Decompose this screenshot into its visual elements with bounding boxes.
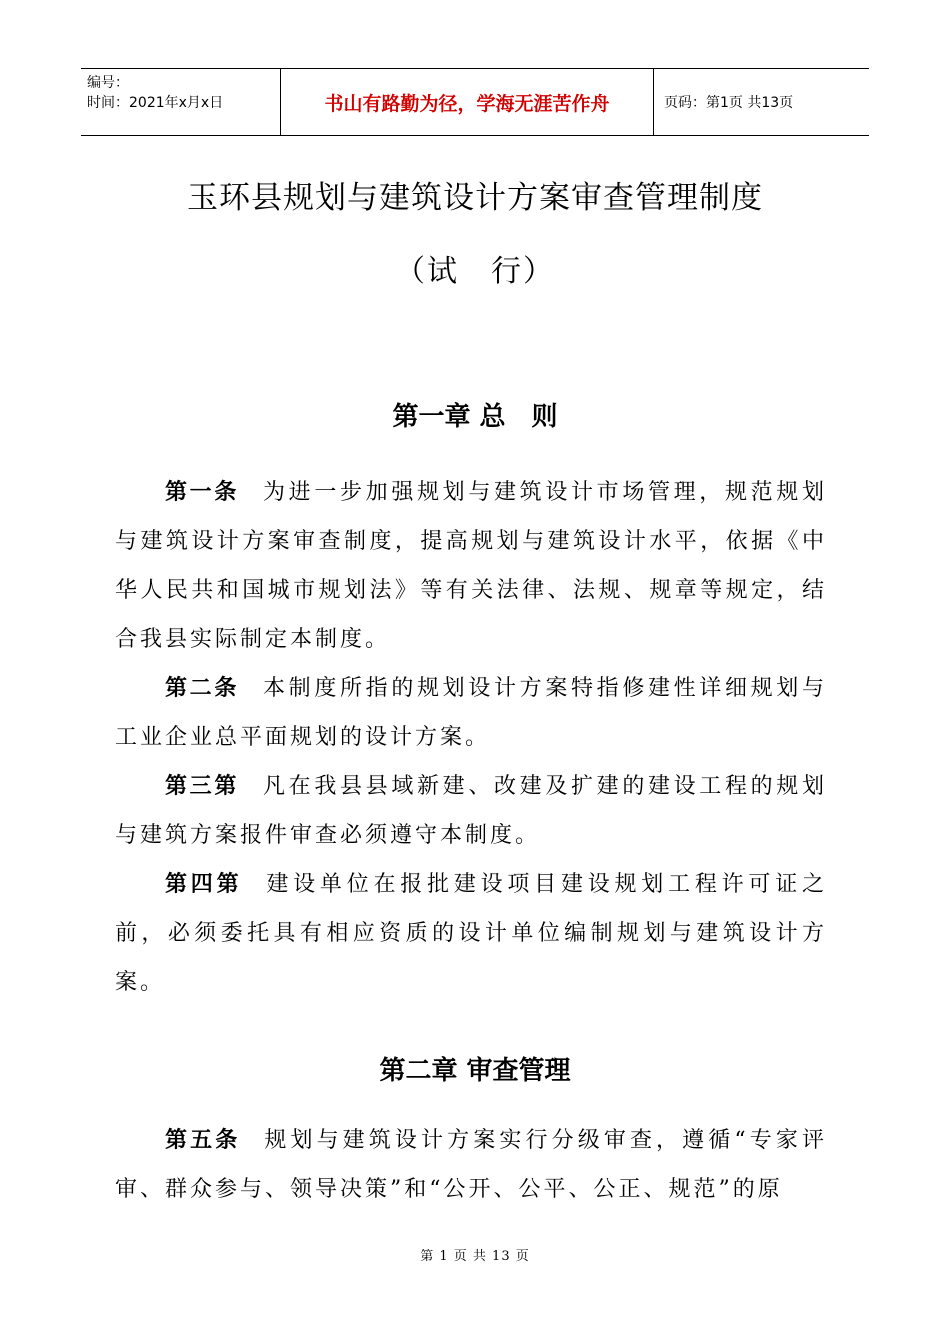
header-motto: 书山有路勤为径，学海无涯苦作舟 xyxy=(281,69,654,135)
header-page-info: 页码：第1页 共13页 xyxy=(664,95,794,111)
article-label: 第五条 xyxy=(165,1128,241,1153)
article-paragraph xyxy=(115,1116,827,1214)
article-paragraph xyxy=(115,664,827,762)
article-text: 建设单位在报批建设项目建设规划工程许可证之前，必须委托具有相应资质的设计单位编制规划与建筑设计方案。 xyxy=(115,872,827,995)
article-paragraph xyxy=(115,762,827,860)
serial-label: 编号： xyxy=(87,75,129,91)
article-text: 凡在我县县域新建、改建及扩建的建设工程的规划与建筑方案报件审查必须遵守本制度。 xyxy=(115,774,827,848)
header-meta xyxy=(81,69,281,135)
article-label: 第四第 xyxy=(165,872,243,897)
article-label: 第一条 xyxy=(165,480,239,505)
article-text: 本制度所指的规划设计方案特指修建性详细规划与工业企业总平面规划的设计方案。 xyxy=(115,676,827,750)
article-text: 规划与建筑设计方案实行分级审查，遵循“专家评审、群众参与、领导决策”和“公开、公平、公正、规范”的原 xyxy=(115,1128,827,1202)
article-paragraph xyxy=(115,860,827,1007)
article-label: 第三第 xyxy=(165,774,239,799)
article-paragraph xyxy=(115,468,827,664)
document-title: 玉环县规划与建筑设计方案审查管理制度 xyxy=(187,180,763,216)
chapter-heading: 第二章 审查管理 xyxy=(379,1056,571,1086)
article-text: 为进一步加强规划与建筑设计市场管理，规范规划与建筑设计方案审查制度，提高规划与建筑设计水平，依据《中华人民共和国城市规划法》等有关法律、法规、规章等规定，结合我县实际制定本制度。 xyxy=(115,480,827,652)
article-label: 第二条 xyxy=(165,676,239,701)
chapter-heading: 第一章 总 则 xyxy=(392,402,558,432)
document-subtitle: （试 行） xyxy=(395,254,555,289)
header-table xyxy=(81,68,869,136)
date-label: 时间：2021年x月x日 xyxy=(87,95,224,111)
page-footer: 第 1 页 共 13 页 xyxy=(420,1249,530,1264)
